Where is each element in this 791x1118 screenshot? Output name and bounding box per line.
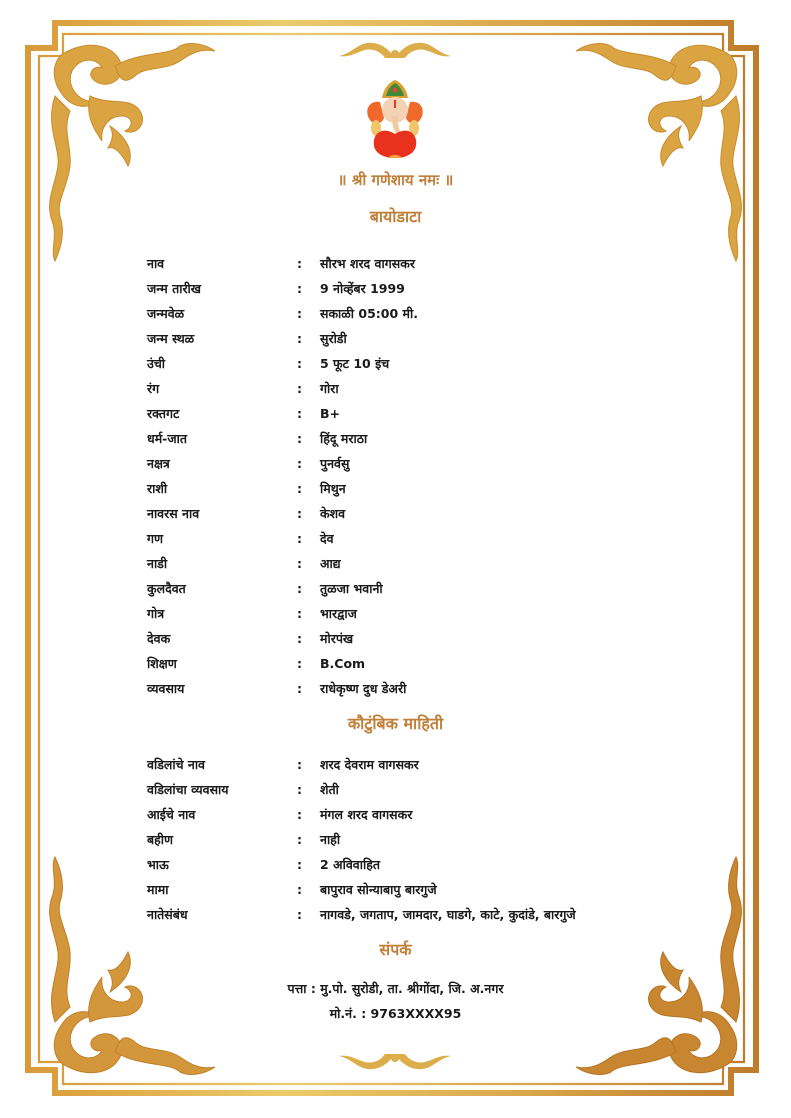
row-value: शरद देवराम वागसकर xyxy=(320,757,419,772)
row-label: वडिलांचे नाव xyxy=(147,757,206,772)
contact-phone: मो.नं. : 9763XXXX95 xyxy=(329,1006,462,1021)
detail-row-birth-date xyxy=(147,276,667,301)
family-row-mother-name xyxy=(147,802,667,827)
detail-row-birth-place xyxy=(147,326,667,351)
scroll-flourish-icon xyxy=(335,36,455,62)
family-details-list xyxy=(147,752,667,927)
family-section-title: कौटुंबिक माहिती xyxy=(347,714,444,733)
row-separator: : xyxy=(297,907,302,922)
row-value: सौरभ शरद वागसकर xyxy=(320,256,415,271)
row-separator: : xyxy=(297,531,302,546)
row-separator: : xyxy=(297,832,302,847)
row-value: शेती xyxy=(320,782,339,797)
row-value: आद्य xyxy=(320,556,341,571)
contact-address: पत्ता : मु.पो. सुरोडी, ता. श्रीगोंदा, जि. अ.नगर xyxy=(287,981,504,996)
row-separator: : xyxy=(297,406,302,421)
row-label: उंची xyxy=(147,356,166,371)
row-separator: : xyxy=(297,381,302,396)
row-label: जन्म तारीख xyxy=(147,281,202,296)
row-separator: : xyxy=(297,331,302,346)
detail-row-birth-time xyxy=(147,301,667,326)
row-value: 9 नोव्हेंबर 1999 xyxy=(320,281,405,296)
floral-scroll-icon xyxy=(551,36,751,266)
row-label: गोत्र xyxy=(147,606,165,621)
detail-row-occupation xyxy=(147,676,667,701)
row-value: मंगल शरद वागसकर xyxy=(320,807,413,822)
row-separator: : xyxy=(297,807,302,822)
row-value: बापुराव सोन्याबापु बारगुजे xyxy=(320,882,437,897)
row-separator: : xyxy=(297,481,302,496)
row-label: जन्मवेळ xyxy=(147,306,185,321)
row-label: नाव xyxy=(147,256,165,271)
corner-ornament-top-right xyxy=(551,36,751,266)
row-label: शिक्षण xyxy=(147,656,177,671)
floral-scroll-icon xyxy=(40,36,240,266)
invocation-text: ॥ श्री गणेशाय नमः ॥ xyxy=(337,171,454,189)
detail-row-complexion xyxy=(147,376,667,401)
row-separator: : xyxy=(297,857,302,872)
row-separator: : xyxy=(297,356,302,371)
row-separator: : xyxy=(297,306,302,321)
detail-row-name xyxy=(147,251,667,276)
detail-row-kuldaivat xyxy=(147,576,667,601)
row-label: नावरस नाव xyxy=(147,506,200,521)
family-row-father-occupation xyxy=(147,777,667,802)
row-value: सकाळी 05:00 मी. xyxy=(320,306,418,321)
detail-row-blood-group xyxy=(147,401,667,426)
row-separator: : xyxy=(297,882,302,897)
row-value: नाही xyxy=(320,832,341,847)
row-label: मामा xyxy=(147,882,169,897)
row-label: नक्षत्र xyxy=(147,456,170,471)
ganesha-emblem xyxy=(362,78,428,162)
row-value: भारद्वाज xyxy=(320,606,357,621)
row-separator: : xyxy=(297,606,302,621)
personal-details-list xyxy=(147,251,667,701)
detail-row-religion-caste xyxy=(147,426,667,451)
family-row-brother xyxy=(147,852,667,877)
row-value: देव xyxy=(320,531,334,546)
row-label: नाडी xyxy=(147,556,168,571)
row-label: आईचे नाव xyxy=(147,807,196,822)
detail-row-navras-name xyxy=(147,501,667,526)
scroll-flourish-icon xyxy=(335,1050,455,1076)
row-value: मोरपंख xyxy=(320,631,354,646)
detail-row-nadi xyxy=(147,551,667,576)
page-title: बायोडाटा xyxy=(369,207,422,226)
row-separator: : xyxy=(297,757,302,772)
row-label: व्यवसाय xyxy=(147,681,185,696)
row-value: तुळजा भवानी xyxy=(320,581,383,596)
row-value: B+ xyxy=(320,406,341,421)
detail-row-gan xyxy=(147,526,667,551)
family-row-sister xyxy=(147,827,667,852)
row-value: पुनर्वसु xyxy=(320,456,350,471)
family-row-maternal-uncle xyxy=(147,877,667,902)
row-separator: : xyxy=(297,556,302,571)
corner-ornament-top-left xyxy=(40,36,240,266)
family-row-father-name xyxy=(147,752,667,777)
row-separator: : xyxy=(297,281,302,296)
detail-row-devak xyxy=(147,626,667,651)
row-label: धर्म-जात xyxy=(147,431,187,446)
row-separator: : xyxy=(297,656,302,671)
row-value: हिंदू मराठा xyxy=(320,431,368,446)
row-value: 5 फूट 10 इंच xyxy=(320,356,390,371)
family-row-relatives xyxy=(147,902,667,927)
row-label: भाऊ xyxy=(147,857,169,872)
row-label: वडिलांचा व्यवसाय xyxy=(147,782,229,797)
row-label: रंग xyxy=(147,381,160,396)
row-label: राशी xyxy=(147,481,168,496)
row-separator: : xyxy=(297,581,302,596)
row-label: देवक xyxy=(147,631,171,646)
row-label: कुलदैवत xyxy=(147,581,186,596)
row-separator: : xyxy=(297,681,302,696)
ganesha-icon xyxy=(362,78,428,162)
row-label: नातेसंबंध xyxy=(147,907,188,922)
detail-row-rashi xyxy=(147,476,667,501)
row-value: सुरोडी xyxy=(320,331,347,346)
detail-row-education xyxy=(147,651,667,676)
row-label: रक्तगट xyxy=(147,406,180,421)
top-scroll-ornament xyxy=(335,36,455,62)
detail-row-gotra xyxy=(147,601,667,626)
row-separator: : xyxy=(297,456,302,471)
row-separator: : xyxy=(297,631,302,646)
bottom-scroll-ornament xyxy=(335,1050,455,1076)
row-separator: : xyxy=(297,506,302,521)
row-value: गोरा xyxy=(320,381,339,396)
row-label: जन्म स्थळ xyxy=(147,331,195,346)
row-separator: : xyxy=(297,782,302,797)
detail-row-nakshatra xyxy=(147,451,667,476)
row-label: बहीण xyxy=(147,832,174,847)
detail-row-height xyxy=(147,351,667,376)
row-value: केशव xyxy=(320,506,346,521)
row-separator: : xyxy=(297,256,302,271)
row-value: मिथुन xyxy=(320,481,346,496)
row-value: राधेकृष्ण दुध डेअरी xyxy=(320,681,407,696)
row-value: नागवडे, जगताप, जामदार, घाडगे, काटे, कुदांडे, बारगुजे xyxy=(320,907,576,922)
contact-section-title: संपर्क xyxy=(379,940,412,959)
row-value: 2 अविवाहित xyxy=(320,857,380,872)
row-value: B.Com xyxy=(320,656,366,671)
row-separator: : xyxy=(297,431,302,446)
row-label: गण xyxy=(147,531,164,546)
